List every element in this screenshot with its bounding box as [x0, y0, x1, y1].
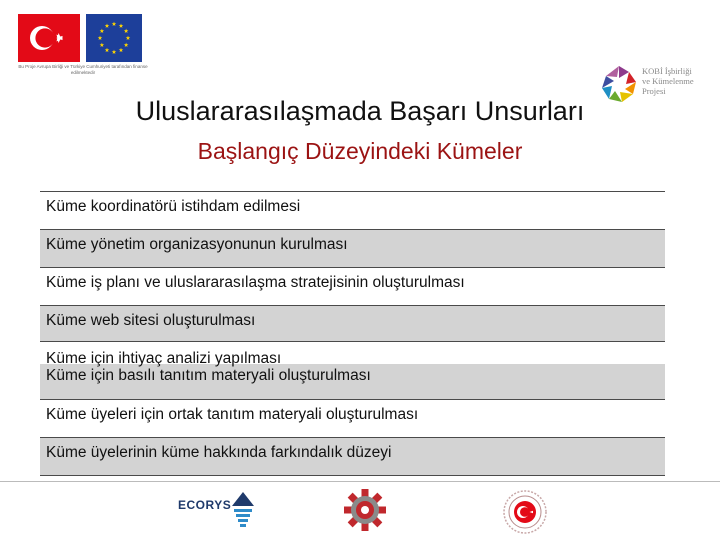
footer-divider: [0, 481, 720, 482]
table-bottom-rule: [40, 475, 665, 476]
item-table: [40, 191, 665, 476]
slide-title: Uluslararasılaşmada Başarı Unsurları: [135, 96, 585, 126]
ministry-seal-icon: [503, 490, 547, 534]
list-item: Küme için ihtiyaç analizi yapılması: [46, 350, 282, 367]
list-item: Küme için basılı tanıtım materyali oluşturulması: [40, 364, 665, 399]
gear-logo-icon: [343, 488, 387, 532]
funding-caption: Bu Proje Avrupa Birliği ve Türkiye Cumhuriyeti tarafından finanse edilmektedir: [18, 64, 148, 75]
list-item: Küme yönetim organizasyonunun kurulması: [40, 229, 665, 267]
list-item: Küme üyeleri için ortak tanıtım materyali oluşturulması: [40, 399, 665, 437]
kobi-logo-line: KOBİ İşbirliği: [642, 66, 692, 76]
list-item-group: [40, 341, 665, 399]
list-item: Küme koordinatörü istihdam edilmesi: [40, 191, 665, 229]
list-item: Küme üyelerinin küme hakkında farkındalık düzeyi: [40, 437, 665, 475]
ecorys-logo-icon: [232, 492, 254, 528]
list-item: Küme web sitesi oluşturulması: [40, 305, 665, 341]
kobi-logo-text: [642, 66, 714, 96]
kobi-logo-line: Projesi: [642, 86, 666, 96]
ecorys-logo-text: ECORYS: [178, 498, 232, 512]
kobi-logo-line: ve Kümelenme: [642, 76, 694, 86]
list-item: Küme iş planı ve uluslararasılaşma stratejisinin oluşturulması: [40, 267, 665, 305]
eu-flag-icon: [86, 14, 142, 62]
slide-subtitle: Başlangıç Düzeyindeki Kümeler: [197, 138, 523, 164]
turkish-flag-icon: [18, 14, 80, 62]
